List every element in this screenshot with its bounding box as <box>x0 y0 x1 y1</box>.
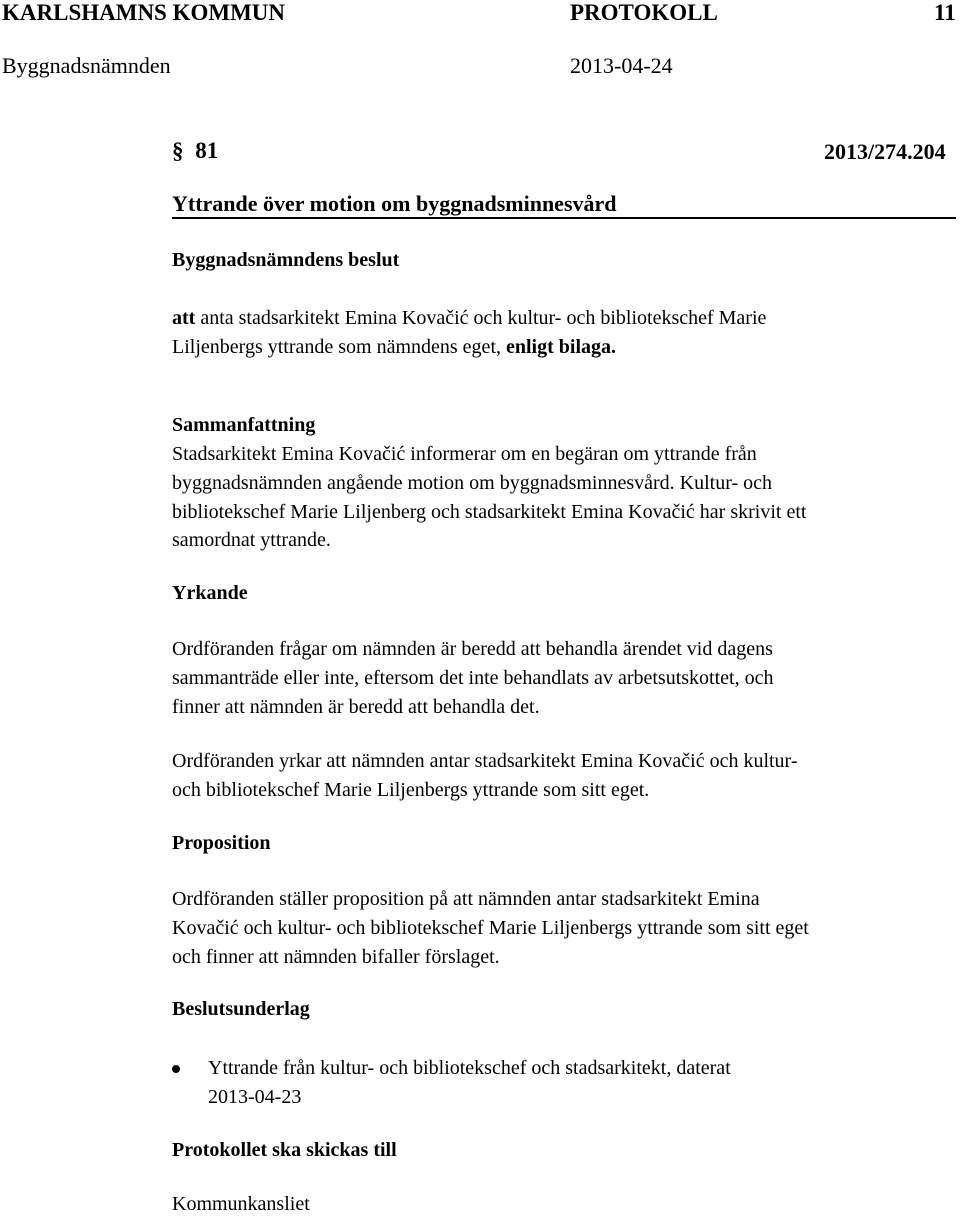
motion-line: Ordföranden frågar om nämnden är beredd att behandla ärendet vid dagens <box>172 638 773 660</box>
summary-text <box>172 440 806 555</box>
decision-line2: Liljenbergs yttrande som nämndens eget, <box>172 335 506 358</box>
motion-line: Ordföranden yrkar att nämnden antar stadsarkitekt Emina Kovačić och kultur- <box>172 750 798 772</box>
basis-heading: Beslutsunderlag <box>172 998 310 1020</box>
motion-heading: Yrkande <box>172 582 248 604</box>
distribution-heading: Protokollet ska skickas till <box>172 1139 397 1161</box>
decision-text <box>172 304 766 362</box>
page-number: 11 <box>934 0 956 25</box>
proposition-heading: Proposition <box>172 832 271 854</box>
summary-line: samordnat yttrande. <box>172 529 331 552</box>
summary-line: bibliotekschef Marie Liljenberg och stadsarkitekt Emina Kovačić har skrivit ett <box>172 500 807 523</box>
proposition-line: och finner att nämnden bifaller förslaget. <box>172 945 500 968</box>
decision-att: att <box>172 307 196 329</box>
summary-line: Stadsarkitekt Emina Kovačić informerar om en begäran om yttrande från <box>172 443 757 465</box>
proposition-line: Ordföranden ställer proposition på att nämnden antar stadsarkitekt Emina <box>172 888 760 910</box>
summary-line: byggnadsnämnden angående motion om byggnadsminnesvård. Kultur- och <box>172 471 773 494</box>
basis-item-date: 2013-04-23 <box>208 1085 302 1108</box>
decision-attachment-ref: enligt bilaga. <box>506 335 617 358</box>
bullet-icon <box>172 1065 180 1073</box>
basis-list-item <box>208 1054 731 1112</box>
case-number: 2013/274.204 <box>824 139 946 164</box>
motion-line: och bibliotekschef Marie Liljenbergs yttrande som sitt eget. <box>172 778 650 801</box>
section-symbol: § <box>172 138 184 163</box>
proposition-line: Kovačić och kultur- och bibliotekschef Marie Liljenbergs yttrande som sitt eget <box>172 916 809 939</box>
decision-heading: Byggnadsnämndens beslut <box>172 249 400 271</box>
section-marker <box>172 138 218 164</box>
basis-item-line: Yttrande från kultur- och bibliotekschef och stadsarkitekt, daterat <box>208 1057 731 1079</box>
motion-line: finner att nämnden är beredd att behandla det. <box>172 695 540 718</box>
motion-paragraph-1 <box>172 635 773 721</box>
summary-heading: Sammanfattning <box>172 414 316 436</box>
case-title: Yttrande över motion om byggnadsminnesvård <box>172 191 617 216</box>
document-type: PROTOKOLL <box>570 0 718 25</box>
section-number: 81 <box>195 138 219 163</box>
distribution-recipient: Kommunkansliet <box>172 1193 310 1215</box>
decision-line1: anta stadsarkitekt Emina Kovačić och kultur- och bibliotekschef Marie <box>195 307 767 329</box>
committee-name: Byggnadsnämnden <box>2 53 171 78</box>
motion-paragraph-2 <box>172 747 797 805</box>
municipality-name: KARLSHAMNS KOMMUN <box>2 0 286 25</box>
proposition-text <box>172 885 809 971</box>
motion-line: sammanträde eller inte, eftersom det inte behandlats av arbetsutskottet, och <box>172 666 774 689</box>
meeting-date: 2013-04-24 <box>570 53 673 78</box>
title-underline <box>172 217 956 219</box>
